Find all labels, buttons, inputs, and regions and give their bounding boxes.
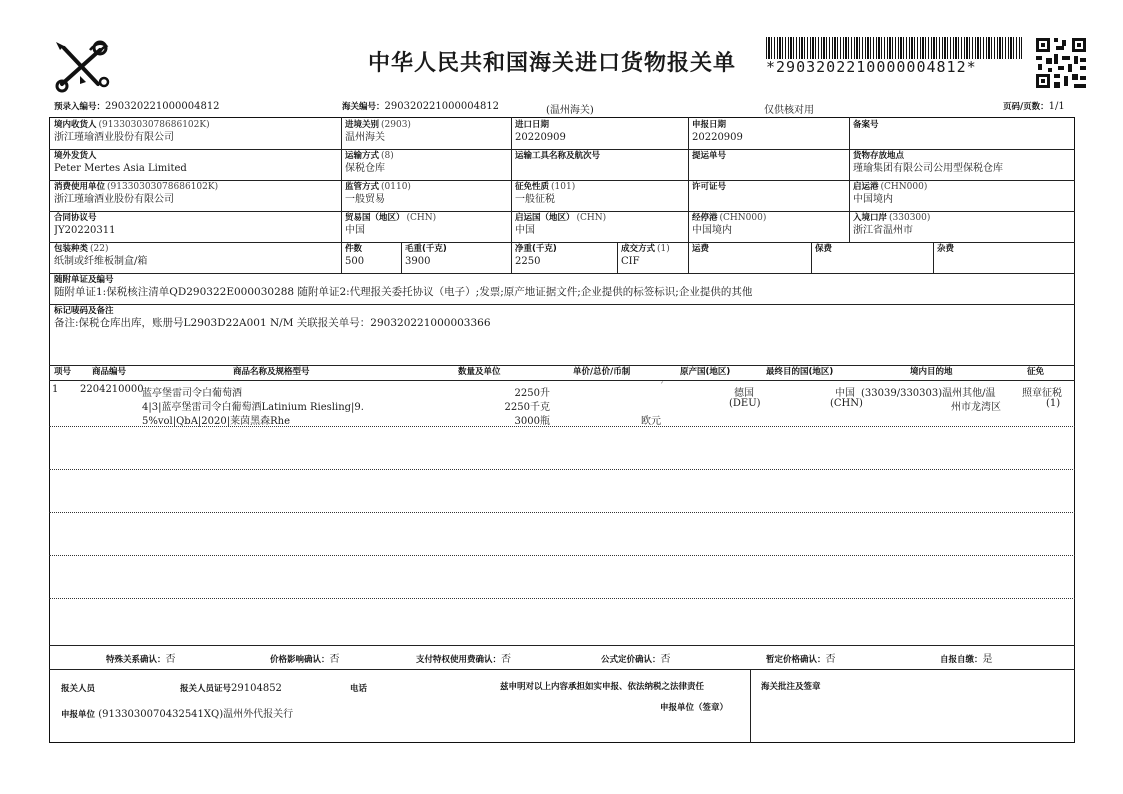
- self-payment-confirm: 自报自缴：是: [940, 654, 993, 665]
- pieces-field: 件数 500: [345, 244, 365, 267]
- declare-date-field: 申报日期 20220909: [692, 120, 743, 143]
- col-header-hs-code: 商品编号: [92, 367, 127, 377]
- special-relation-confirm: 特殊关系确认：否: [106, 654, 176, 665]
- col-header-goods-name: 商品名称及规格型号: [233, 367, 310, 377]
- col-header-origin: 原产国(地区): [680, 367, 731, 377]
- qr-code-icon: [1034, 36, 1088, 90]
- attached-docs-field: 随附单证及编号 随附单证1:保税核注清单QD290322E000030288 随附单证2:代理报关委托协议（电子）;发票;原产地证据文件;企业提供的标签标识;企业提供的其他: [54, 275, 753, 298]
- customs-approval-label: 海关批注及签章: [761, 682, 821, 692]
- col-header-domestic-dest: 境内目的地: [910, 367, 953, 377]
- pre-entry-number: 预录入编号：290320221000004812: [54, 101, 220, 112]
- misc-fee-field: 杂费: [937, 244, 955, 254]
- bill-no-field: 提运单号: [692, 151, 727, 161]
- consignee-field: 境内收货人 (91330303078686102K) 浙江瑾瑜酒业股份有限公司: [54, 120, 210, 143]
- royalty-confirm: 支付特权使用费确认：否: [416, 654, 512, 665]
- freight-field: 运费: [692, 244, 710, 254]
- transaction-mode-field: 成交方式 (1) CIF: [621, 244, 670, 267]
- entry-port-field: 入境口岸 (330300) 浙江省温州市: [853, 213, 931, 236]
- consumer-unit-field: 消费使用单位 (91330303078686102K) 浙江瑾瑜酒业股份有限公司: [54, 182, 219, 205]
- phone-label: 电话: [350, 684, 368, 694]
- barcode-text: *2903202210000004812*: [766, 58, 977, 76]
- customs-name: (温州海关): [546, 105, 594, 116]
- record-no-field: 备案号: [853, 120, 879, 130]
- contract-no-field: 合同协议号 JY20220311: [54, 213, 116, 236]
- declarant-cert: 报关人员证号29104852: [180, 683, 282, 694]
- marks-remarks-field: 标记唛码及备注 备注:保税仓库出库，账册号L2903D22A001 N/M 关联报关单号：290320221000003366: [54, 306, 491, 329]
- net-weight-field: 净重(千克) 2250: [515, 244, 557, 267]
- transport-mode-field: 运输方式 (8) 保税仓库: [345, 151, 394, 174]
- license-no-field: 许可证号: [692, 182, 727, 192]
- table-row: 1 2204210000 蓝亭堡雷司令白葡萄酒 4|3|蓝亭堡雷司令白葡萄酒Latinium Riesling|9. 5%vol|QbA|2020|莱茵黑森Rhe 2250升 2250千克 3000瓶 ´ 欧元 德国 (DEU) 中国 (CHN) (33039/330303)温州其他/温 州市龙湾区 照章征税 (1): [52, 382, 1062, 427]
- transit-port-field: 经停港 (CHN000) 中国境内: [692, 213, 767, 236]
- origin-country-field: 启运国（地区） (CHN) 中国: [515, 213, 607, 236]
- gross-weight-field: 毛重(千克) 3900: [405, 244, 447, 267]
- goods-location-field: 货物存放地点 瑾瑜集团有限公司公用型保税仓库: [853, 151, 1003, 174]
- import-date-field: 进口日期 20220909: [515, 120, 566, 143]
- entry-customs-field: 进境关别 (2903) 温州海关: [345, 120, 411, 143]
- declare-unit: 申报单位 (9133030070432541XQ)温州外代报关行: [61, 709, 294, 720]
- declare-unit-seal: 申报单位（签章）: [660, 703, 729, 713]
- col-header-item-no: 项号: [54, 367, 72, 377]
- levy-nature-field: 征免性质 (101) 一般征税: [515, 182, 576, 205]
- declarant-label: 报关人员: [61, 684, 96, 694]
- supervision-mode-field: 监管方式 (0110) 一般贸易: [345, 182, 411, 205]
- check-note: 仅供核对用: [764, 105, 814, 116]
- vehicle-voyage-field: 运输工具名称及航次号: [515, 151, 601, 161]
- col-header-destination: 最终目的国(地区): [766, 367, 834, 377]
- price-impact-confirm: 价格影响确认：否: [270, 654, 340, 665]
- customs-emblem: [50, 36, 114, 96]
- document-title: 中华人民共和国海关进口货物报关单: [368, 51, 737, 76]
- insurance-field: 保费: [815, 244, 833, 254]
- departure-port-field: 启运港 (CHN000) 中国境内: [853, 182, 928, 205]
- barcode-image: [766, 37, 1022, 59]
- col-header-quantity: 数量及单位: [458, 367, 501, 377]
- package-type-field: 包装种类 (22) 纸制或纤维板制盒/箱: [54, 244, 148, 267]
- page-indicator: 页码/页数：1/1: [1003, 101, 1065, 112]
- customs-number: 海关编号：290320221000004812: [342, 101, 500, 112]
- formula-price-confirm: 公式定价确认：否: [601, 654, 671, 665]
- col-header-levy: 征免: [1027, 367, 1045, 377]
- legal-statement: 兹申明对以上内容承担如实申报、依法纳税之法律责任: [500, 682, 705, 692]
- provisional-price-confirm: 暂定价格确认：否: [766, 654, 836, 665]
- col-header-price: 单价/总价/币制: [573, 367, 631, 377]
- consignor-field: 境外发货人 Peter Mertes Asia Limited: [54, 151, 187, 174]
- trade-country-field: 贸易国（地区） (CHN) 中国: [345, 213, 437, 236]
